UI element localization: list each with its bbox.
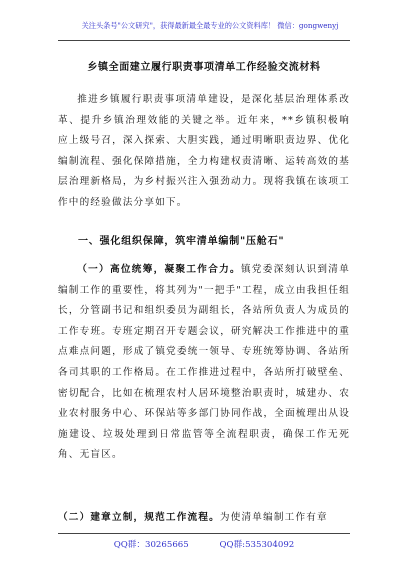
paragraph-body-1: 镇党委深刻认识到清单编制工作的重要性，将其列为"一把手"工程，成立由我担任组长，分管副书记和组织委员为副组长，各站所负责人为成员的工作专班。专班定期召开专题会议，研究解决工作推进中的重点难点问题，形成了镇党委统一领导、专班统筹协调、各站所各司其职的工作格局。在工作推进过程中，各站所打破壁垒、密切配合，比如在梳理农村人居环境整治职责时，城建办、农业农村服务中心、环保站等多部门协同作战，全面梳理出从设施建设、垃圾处理到日常监管等全流程职责，确保工作无死角、无盲区。 (58, 264, 351, 461)
paragraph-lead-2: （二）建章立制，规范工作流程。 (58, 512, 220, 523)
footer (58, 538, 350, 550)
paragraph-section-1-2 (58, 508, 350, 529)
document-title: 乡镇全面建立履行职责事项清单工作经验交流材料 (87, 62, 321, 73)
header-note: 关注头条号"公文研究"，获得最新最全最专业的公文资料库！ 微信：gongwenyj (81, 21, 339, 30)
section-heading-1: 一、强化组织保障，筑牢清单编制"压舱石" (78, 236, 285, 247)
paragraph-section-1-1 (58, 260, 350, 466)
footer-divider (58, 533, 350, 534)
footer-qq-group-2: QQ群:535304092 (219, 540, 295, 550)
paragraph-body-2: 为使清单编制工作有章 (219, 512, 328, 523)
paragraph-intro: 推进乡镇履行职责事项清单建设，是深化基层治理体系改革、提升乡镇治理效能的关键之举。近年来，**乡镇积极响应上级号召，深入探索、大胆实践，通过明晰职责边界、优化编制流程、强化保障措施，全力构建权责清晰、运转高效的基层治理新格局，为乡村振兴注入强劲动力。现将我镇在该项工作中的经验做法分享如下。 (58, 94, 350, 208)
paragraph-lead-1: （一）高位统筹，凝聚工作合力。 (77, 264, 241, 275)
header-divider (58, 40, 350, 41)
footer-qq-group-1: QQ群：30265665 (113, 540, 189, 550)
